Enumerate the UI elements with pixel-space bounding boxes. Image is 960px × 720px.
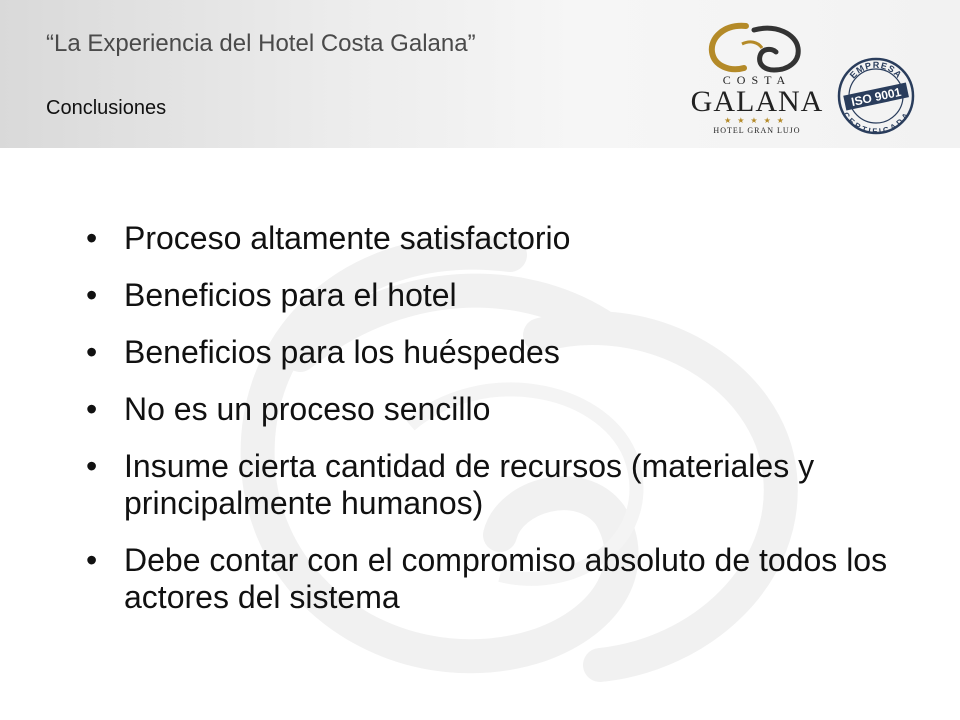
list-item-text: Insume cierta cantidad de recursos (materiales y principalmente humanos) <box>124 448 815 521</box>
svg-text:EMPRESA <box>848 60 904 80</box>
list-item-text: No es un proceso sencillo <box>124 391 491 427</box>
list-item <box>86 220 916 257</box>
list-item <box>86 448 916 522</box>
bullet-icon: • <box>86 277 98 313</box>
costa-galana-logo <box>684 18 830 140</box>
list-item-text: Proceso altamente satisfactorio <box>124 220 571 256</box>
bullet-icon: • <box>86 391 98 427</box>
logo-hotel-text: HOTEL GRAN LUJO <box>713 126 801 135</box>
seal-top-text: EMPRESA <box>847 59 905 81</box>
list-item-text: Debe contar con el compromiso absoluto de todos los actores del sistema <box>124 542 888 615</box>
list-item <box>86 391 916 428</box>
list-item-text: Beneficios para el hotel <box>124 277 457 313</box>
bullet-icon: • <box>86 220 98 256</box>
logo-stars: ★★★★★ <box>724 116 790 125</box>
iso-9001-seal-icon <box>836 56 916 136</box>
logo-galana-text: GALANA <box>690 85 824 118</box>
seal-center-text: ISO 9001 <box>849 84 903 110</box>
list-item-text: Beneficios para los huéspedes <box>124 334 560 370</box>
seal-bottom-text: CERTIFICADA <box>840 110 912 136</box>
bullet-icon: • <box>86 448 98 484</box>
bullet-icon: • <box>86 542 98 578</box>
list-item <box>86 542 916 616</box>
slide-section-title: Conclusiones <box>46 97 167 119</box>
list-item <box>86 334 916 371</box>
cg-monogram-icon <box>684 18 830 78</box>
slide-header <box>0 0 960 148</box>
bullet-icon: • <box>86 334 98 370</box>
logo-costa-text: COSTA <box>722 73 792 87</box>
list-item <box>86 277 916 314</box>
conclusions-list <box>86 220 916 636</box>
slide-header-title: “La Experiencia del Hotel Costa Galana” <box>46 30 476 57</box>
